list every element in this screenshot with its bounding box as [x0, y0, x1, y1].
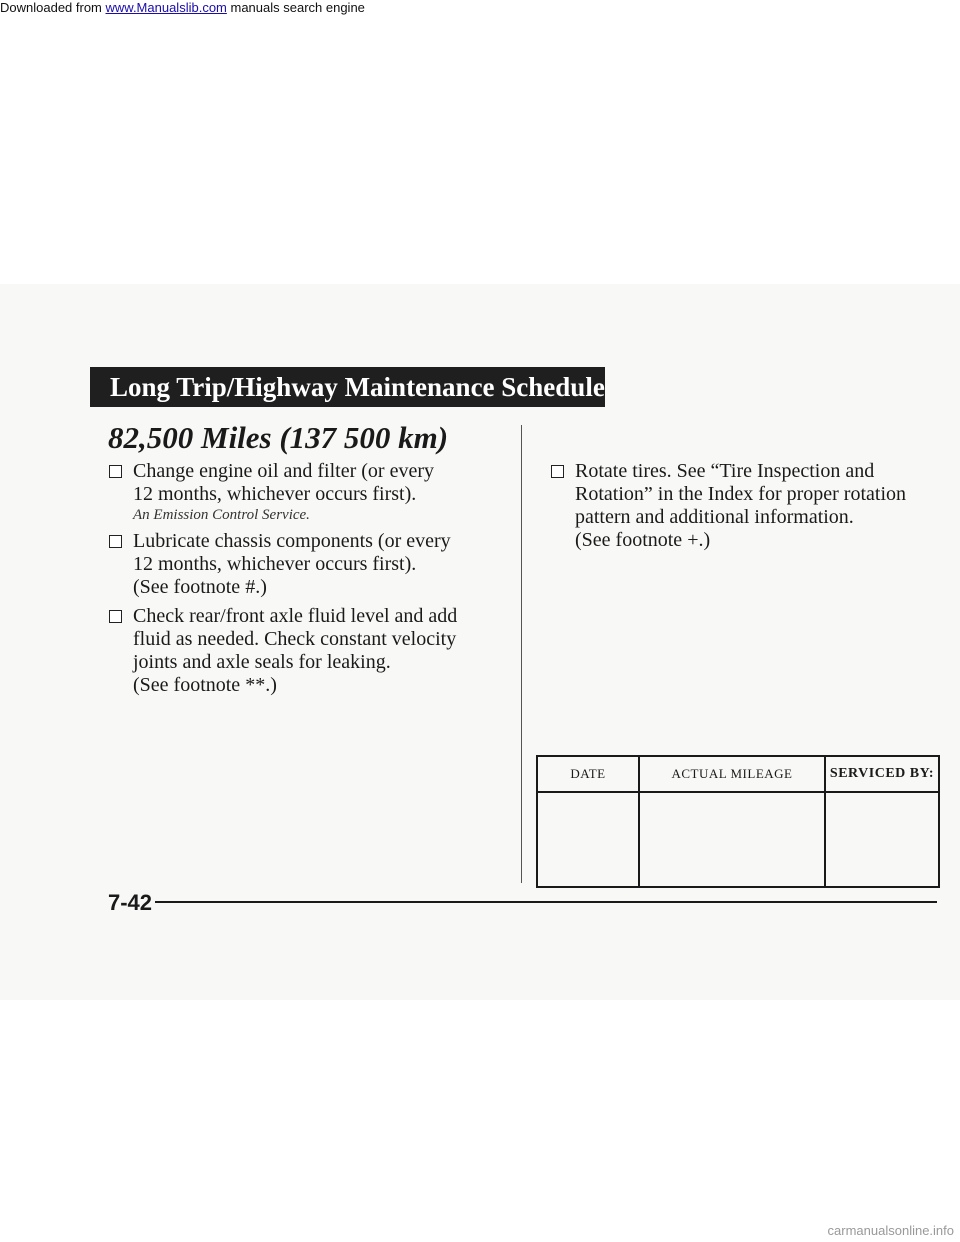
- item-line: Lubricate chassis components (or every: [133, 530, 451, 552]
- serviced-by-header: SERVICED BY:: [825, 756, 939, 792]
- right-column: [550, 460, 940, 558]
- checkbox-icon[interactable]: [109, 610, 122, 623]
- checkbox-icon[interactable]: [551, 465, 564, 478]
- table-row: [537, 792, 939, 887]
- item-line: (See footnote +.): [575, 529, 711, 551]
- column-divider: [521, 425, 522, 883]
- item-line: (See footnote **.): [133, 674, 277, 696]
- table-header-row: [537, 756, 939, 792]
- item-line: 12 months, whichever occurs first).: [133, 483, 417, 505]
- item-line: fluid as needed. Check constant velocity: [133, 628, 457, 650]
- checklist-item-oil: [108, 460, 518, 524]
- mileage-cell[interactable]: [639, 792, 825, 887]
- item-line: 12 months, whichever occurs first).: [133, 553, 417, 575]
- item-line: Check rear/front axle fluid level and add: [133, 605, 458, 627]
- item-line: Rotation” in the Index for proper rotation: [575, 483, 907, 505]
- watermark: carmanualsonline.info: [827, 1223, 954, 1238]
- item-line: joints and axle seals for leaking.: [133, 651, 391, 673]
- item-line: pattern and additional information.: [575, 506, 854, 528]
- checklist-item-chassis: [108, 530, 518, 599]
- checkbox-icon[interactable]: [109, 535, 122, 548]
- mileage-title: 82,500 Miles (137 500 km): [108, 420, 449, 455]
- checklist-item-tires: [550, 460, 940, 552]
- mileage-header: ACTUAL MILEAGE: [639, 756, 825, 792]
- banner-suffix: manuals search engine: [226, 0, 365, 15]
- left-column: [108, 460, 518, 703]
- item-line: (See footnote #.): [133, 576, 267, 598]
- checklist-item-axle: [108, 605, 518, 697]
- service-record-table: [536, 755, 940, 888]
- emission-note: An Emission Control Service.: [133, 507, 310, 523]
- item-line: Change engine oil and filter (or every: [133, 460, 434, 482]
- schedule-header: Long Trip/Highway Maintenance Schedule: [90, 367, 605, 407]
- date-cell[interactable]: [537, 792, 639, 887]
- date-header: DATE: [537, 756, 639, 792]
- manualslib-link[interactable]: www.Manualslib.com: [105, 0, 227, 15]
- checkbox-icon[interactable]: [109, 465, 122, 478]
- page-number: 7-42: [108, 890, 153, 915]
- banner-prefix: Downloaded from: [0, 0, 106, 15]
- item-line: Rotate tires. See “Tire Inspection and: [575, 460, 875, 482]
- download-banner: [0, 0, 365, 16]
- footer-rule: [155, 901, 937, 903]
- serviced-by-cell[interactable]: [825, 792, 939, 887]
